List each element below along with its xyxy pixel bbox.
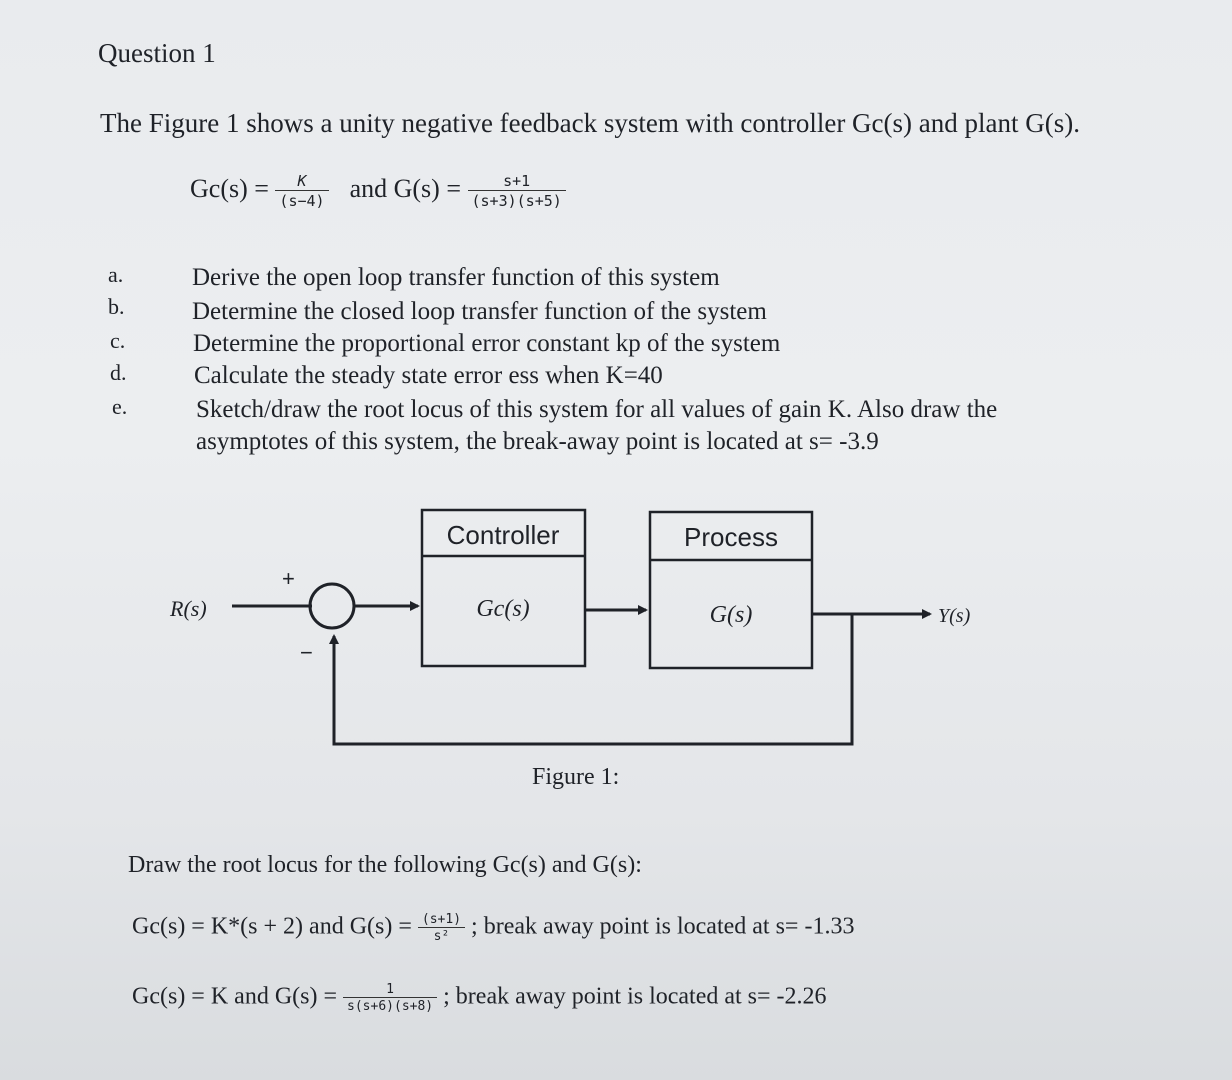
part2-heading: Draw the root locus for the following Gc(s) and G(s): — [128, 852, 642, 878]
gc-denominator: (s−4) — [275, 190, 328, 210]
line2-denominator: s(s+6)(s+8) — [343, 997, 437, 1014]
line2-fraction — [343, 982, 437, 1014]
part2-line-2 — [132, 982, 827, 1014]
line1-fraction — [418, 912, 465, 944]
g-denominator: (s+3)(s+5) — [468, 190, 566, 210]
controller-title: Controller — [446, 520, 560, 550]
question-title: Question 1 — [98, 38, 216, 68]
plus-sign: + — [282, 566, 295, 591]
output-label: Y(s) — [938, 605, 971, 627]
feedback-path — [334, 614, 852, 744]
line1-numerator: (s+1) — [421, 912, 462, 927]
figure-caption: Figure 1: — [532, 764, 620, 790]
line1-rhs: ; break away point is located at s= -1.33 — [471, 913, 855, 940]
line2-numerator: 1 — [386, 982, 394, 997]
task-text: Derive the open loop transfer function of this system — [192, 264, 720, 291]
input-label: R(s) — [170, 596, 207, 621]
task-letter: d. — [110, 360, 127, 385]
part2-line-1 — [132, 912, 854, 944]
task-text: Determine the proportional error constant kp of the system — [193, 330, 781, 357]
line2-lhs: Gc(s) = K and G(s) = — [132, 983, 338, 1010]
summing-junction — [310, 584, 354, 628]
task-text-continued: asymptotes of this system, the break-away point is located at s= -3.9 — [196, 428, 879, 455]
question-intro: The Figure 1 shows a unity negative feedback system with controller Gc(s) and plant G(s). — [100, 108, 1080, 138]
process-transfer-function: G(s) — [709, 602, 753, 628]
task-letter: a. — [108, 262, 124, 287]
g-label: and G(s) = — [349, 173, 461, 203]
task-letter: c. — [110, 328, 126, 353]
g-numerator: s+1 — [503, 172, 531, 190]
gc-numerator: K — [297, 172, 307, 190]
line1-lhs: Gc(s) = K*(s + 2) and G(s) = — [132, 913, 412, 940]
task-letter: b. — [108, 294, 125, 319]
gc-label: Gc(s) = — [190, 173, 269, 203]
minus-sign: − — [300, 640, 313, 665]
task-text: Determine the closed loop transfer function of the system — [192, 298, 767, 325]
line2-rhs: ; break away point is located at s= -2.26 — [443, 983, 827, 1010]
task-letter: e. — [112, 394, 128, 419]
task-text: Sketch/draw the root locus of this system for all values of gain K. Also draw the — [196, 396, 998, 423]
controller-transfer-function: Gc(s) — [476, 596, 530, 622]
process-title: Process — [684, 522, 778, 552]
line1-denominator: s² — [418, 927, 465, 944]
task-text: Calculate the steady state error ess when K=40 — [194, 362, 663, 389]
